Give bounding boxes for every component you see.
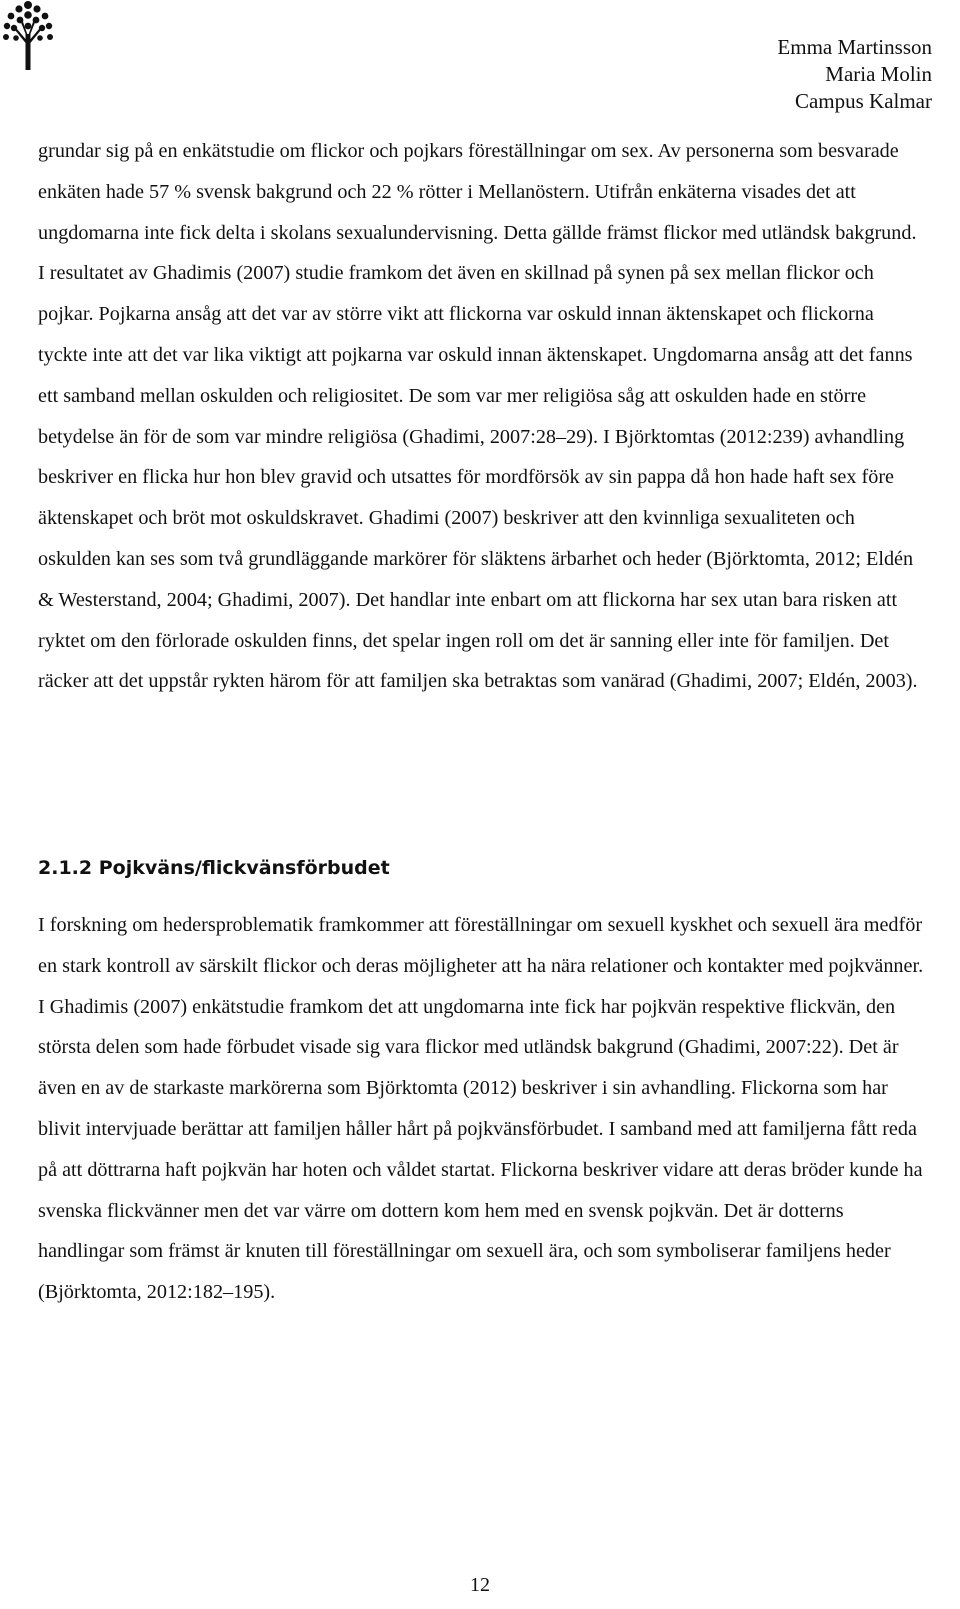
section-heading: 2.1.2 Pojkväns/flickvänsförbudet <box>38 857 390 879</box>
author-name: Maria Molin <box>825 62 932 86</box>
page-number: 12 <box>470 1574 490 1596</box>
author-name: Emma Martinsson <box>777 35 932 59</box>
campus-name: Campus Kalmar <box>794 89 932 113</box>
body-paragraph: I forskning om hedersproblematik framkommer att föreställningar om sexuell kyskhet och sexuell ära medför en stark kontroll av särskilt flickor och deras möjligheter att ha nära relationer och kontakter med pojkvänner. I Ghadimis (2007) enkätstudie framkom det att ungdomarna inte fick har pojkvän respektive flickvän, den största delen som hade förbudet visade sig vara flickor med utländsk bakgrund (Ghadimi, 2007:22). Det är även en av de starkaste markörerna som Björktomta (2012) beskriver i sin avhandling. Flickorna som har blivit intervjuade berättar att familjen håller hårt på pojkvänsförbudet. I samband med att familjerna fått reda på att döttrarna haft pojkvän har hoten och våldet startat. Flickorna beskriver vidare att deras bröder kunde ha svenska flickvänner men det var värre om dottern kom hem med en svensk pojkvän. Det är dotterns handlingar som främst är knuten till föreställningar om sexuell ära, och som symboliserar familjens heder (Björktomta, 2012:182–195). <box>38 914 924 1304</box>
header-meta <box>777 34 932 115</box>
tree-logo-icon <box>2 0 54 72</box>
body-paragraph: grundar sig på en enkätstudie om flickor och pojkars föreställningar om sex. Av personerna som besvarade enkäten hade 57 % svensk bakgrund och 22 % rötter i Mellanöstern. Utifrån enkäterna visades det att ungdomarna inte fick delta i skolans sexualundervisning. Detta gällde främst flickor med utländsk bakgrund. I resultatet av Ghadimis (2007) studie framkom det även en skillnad på synen på sex mellan flickor och pojkar. Pojkarna ansåg att det var av större vikt att flickorna var oskuld innan äktenskapet och flickorna tyckte inte att det var lika viktigt att pojkarna var oskuld innan äktenskapet. Ungdomarna ansåg att det fanns ett samband mellan oskulden och religiositet. De som var mer religiösa såg att oskulden hade en större betydelse än för de som var mindre religiösa (Ghadimi, 2007:28–29). I Björktomtas (2012:239) avhandling beskriver en flicka hur hon blev gravid och utsattes för mordförsök av sin pappa då hon hade haft sex före äktenskapet och bröt mot oskuldskravet. Ghadimi (2007) beskriver att den kvinnliga sexualiteten och oskulden kan ses som två grundläggande markörer för släktens ärbarhet och heder (Björktomta, 2012; Eldén & Westerstand, 2004; Ghadimi, 2007). Det handlar inte enbart om att flickorna har sex utan bara risken att ryktet om den förlorade oskulden finns, det spelar ingen roll om det är sanning eller inte för familjen. Det räcker att det uppstår rykten härom för att familjen ska betraktas som vanärad (Ghadimi, 2007; Eldén, 2003). <box>38 140 918 693</box>
